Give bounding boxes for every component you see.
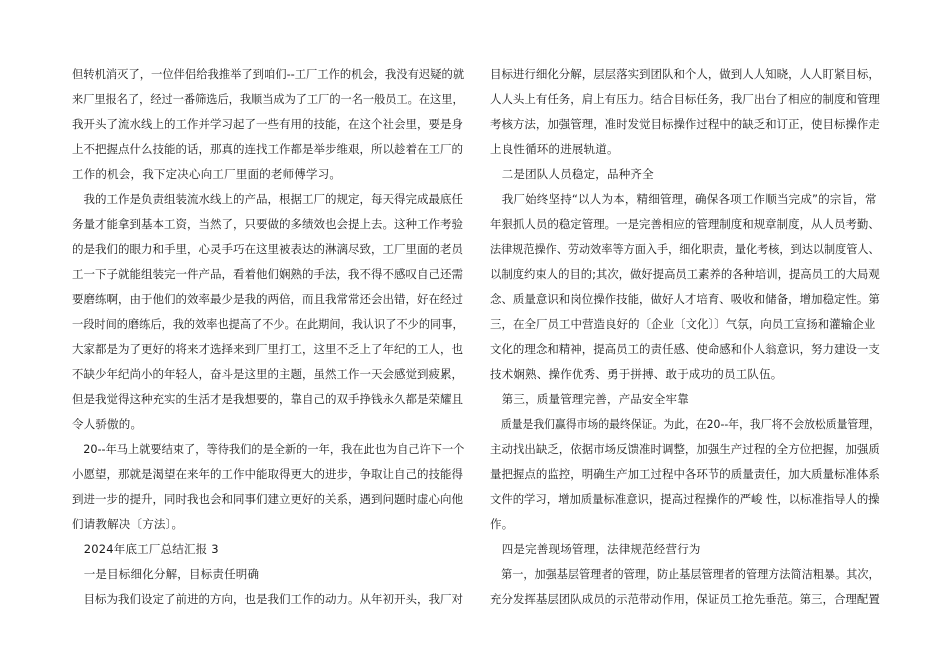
text-line: 三，在全厂员工中营造良好的〔企业〔文化〕〕气氛，向员工宣扬和灌输企业 <box>490 317 876 331</box>
text-line: 大家都是为了更好的将来才选择来到厂里打工，这里不乏上了年纪的工人，也 <box>72 342 463 356</box>
text-line: 我开头了流水线上的工作并学习起了一些有用的技能，在这个社会里，要是身 <box>72 117 463 131</box>
text-line: 文件的学习，增加质量标准意识，提高过程操作的严峻 性，以标准指导人的操 <box>490 492 880 506</box>
text-line: 小愿望，那就是渴望在来年的工作中能取得更大的进步，争取让自己的技能得 <box>72 467 463 481</box>
left-text-column <box>72 62 464 612</box>
text-line: 作。 <box>490 517 514 531</box>
text-line: 不缺少年纪尚小的年轻人，奋斗是这里的主题，虽然工作一天会感觉到疲累， <box>72 367 463 381</box>
text-line: 量把握点的监控，明确生产加工过程中各环节的质量责任，加大质量标准体系 <box>490 467 880 481</box>
text-line: 一段时间的磨练后，我的效率也提高了不少。在此期间，我认识了不少的同事， <box>72 317 464 331</box>
text-line: 上良性循环的进展轨道。 <box>490 142 619 156</box>
text-line: 但是我觉得这种充实的生活才是我想要的，靠自己的双手挣钱永久都是荣耀且 <box>72 392 463 406</box>
text-line: 二是团队人员稳定，品种齐全 <box>490 167 654 181</box>
text-line: 第三，质量管理完善，产品安全牢靠 <box>490 392 689 406</box>
text-line: 技术娴熟、操作优秀、勇于拼搏、敢于成功的员工队伍。 <box>490 367 783 381</box>
text-line: 务量才能拿到基本工资，当然了，只要做的多绩效也会提上去。这种工作考验 <box>72 217 463 231</box>
text-line: 目标进行细化分解，层层落实到团队和个人，做到人人知晓，人人盯紧目标， <box>490 67 880 81</box>
text-line: 2024年底工厂总结汇报 3 <box>72 542 219 556</box>
text-line: 令人骄傲的。 <box>72 417 143 431</box>
text-line: 上不把握点什么技能的话，那真的连找工作都是举步维艰，所以趁着在工厂的 <box>72 142 463 156</box>
text-line: 文化的理念和精神，提高员工的责任感、使命感和仆人翁意识，努力建设一支 <box>490 342 880 356</box>
text-line: 法律规范操作、劳动效率等方面入手，细化职责，量化考核，到达以制度管人、 <box>490 242 880 256</box>
text-line: 我的工作是负责组装流水线上的产品，根据工厂的规定，每天得完成最底任 <box>72 192 463 206</box>
text-line: 但转机消灭了，一位伴侣给我推举了到咱们--工厂工作的机会，我没有迟疑的就 <box>72 67 465 81</box>
text-line: 年狠抓人员的稳定管理。一是完善相应的管理制度和规章制度，从人员考勤、 <box>490 217 880 231</box>
text-line: 要磨练啊，由于他们的效率最少是我的两倍，而且我常常还会出错，好在经过 <box>72 292 463 306</box>
text-line: 到进一步的提升，同时我也会和同事们建立更好的关系，遇到问题时虚心向他 <box>72 492 463 506</box>
text-line: 念、质量意识和岗位操作技能，做好人才培育、吸收和储备，增加稳定性。第 <box>490 292 880 306</box>
text-line: 四是完善现场管理，法律规范经营行为 <box>490 542 701 556</box>
text-line: 工一下子就能组装完一件产品，看着他们娴熟的手法，我不得不感叹自己还需 <box>72 267 463 281</box>
text-line: 目标为我们设定了前进的方向，也是我们工作的动力。从年初开头，我厂对 <box>72 592 463 606</box>
text-line: 的是我们的眼力和手里，心灵手巧在这里被表达的淋漓尽致，工厂里面的老员 <box>72 242 463 256</box>
text-line: 一是目标细化分解，目标责任明确 <box>72 567 260 581</box>
text-line: 们请教解决〔方法〕。 <box>72 517 184 531</box>
text-line: 工作的机会，我下定决心向工厂里面的老师傅学习。 <box>72 167 342 181</box>
text-line: 20--年马上就要结束了，等待我们的是全新的一年，我在此也为自己许下一个 <box>72 442 465 456</box>
right-text-column <box>490 62 880 612</box>
text-line: 考核方法，加强管理，准时发觉目标操作过程中的缺乏和订正，使目标操作走 <box>490 117 880 131</box>
text-line: 以制度约束人的目的;其次，做好提高员工素养的各种培训，提高员工的大局观 <box>490 267 880 281</box>
text-line: 主动找出缺乏，依据市场反馈准时调整，加强生产过程的全方位把握，加强质 <box>490 442 880 456</box>
text-line: 充分发挥基层团队成员的示范带动作用，保证员工抢先垂范。第三，合理配置 <box>490 592 880 606</box>
text-line: 我厂始终坚持“以人为本，精细管理，确保各项工作顺当完成”的宗旨，常 <box>490 192 877 206</box>
text-line: 来厂里报名了，经过一番筛选后，我顺当成为了工厂的一名一般员工。在这里， <box>72 92 464 106</box>
text-line: 第一，加强基层管理者的管理，防止基层管理者的管理方法简洁粗暴。其次， <box>490 567 880 581</box>
text-line: 质量是我们赢得市场的最终保证。为此，在20--年，我厂将不会放松质量管理， <box>490 417 880 431</box>
text-line: 人人头上有任务，肩上有压力。结合目标任务，我厂出台了相应的制度和管理 <box>490 92 880 106</box>
